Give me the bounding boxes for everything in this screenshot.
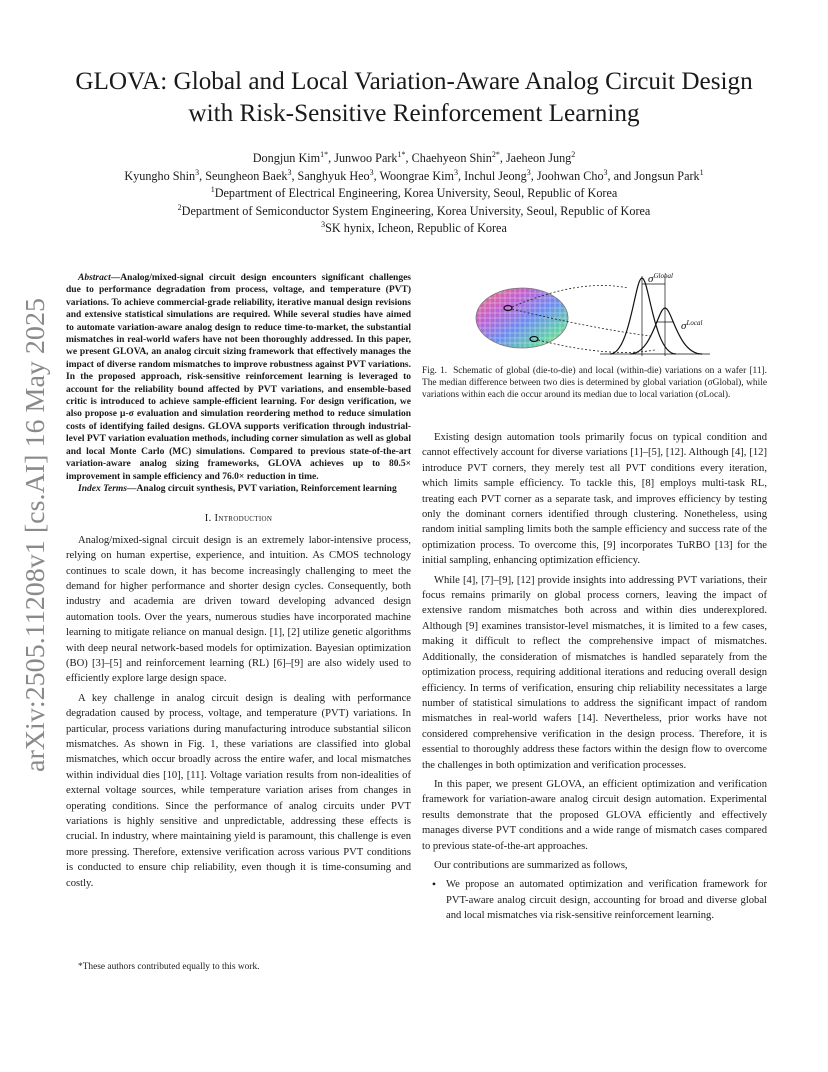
intro-paragraph: Analog/mixed-signal circuit design is an extremely labor-intensive process, relying on human expertise, experience, and intuition. As CMOS technology continues to scale down, it has become increasingly challenging to meet the demand for higher performance and shorter design cycles. Consequently, both industry and academia are driven toward developing advanced design automation tools. Over the years, numerous studies have incorporated machine learning to mitigate reliance on manual design. [1], [2] utilize genetic algorithms with deep neural network-based models for optimization. Bayesian optimization (BO) [3]–[5] and reinforcement learning (RL) [6]–[9] are also widely used to efficiently explore large design space. bbox=[66, 534, 411, 685]
author: Woongrae Kim bbox=[379, 168, 455, 183]
body-paragraph: In this paper, we present GLOVA, an efficient optimization and verification framework for variation-aware analog circuit design automation. Experimental results demonstrate that the proposed GLOVA efficiently and effectively manages diverse PVT conditions and a wide range of mismatch cases compared to previous state-of-the-art approaches. bbox=[422, 778, 767, 852]
author: Dongjun Kim bbox=[252, 151, 321, 165]
author: Jaeheon Jung bbox=[505, 151, 572, 165]
figure-1 bbox=[470, 268, 770, 364]
affiliation: $^2$Department of Semiconductor System Engineering, Korea University, Seoul, Republic of Korea bbox=[177, 202, 651, 218]
body-paragraph: While [4], [7]–[9], [12] provide insights into addressing PVT variations, their focus remains primarily on global process corners, leaving the impact of extensive random mismatches both across and within dies underexplored. Although [9] examines transistor-level mismatches, it is limited to a few cases, making it difficult to reflect the comprehensive impact of mismatches. Additionally, the consideration of mismatches is handled separately from the optimization process, requiring additional iterations and reducing overall design efficiency. In terms of verification, ensuring chip reliability necessitates a large number of statistical simulations to address the significant impact of random mismatches in real-world wafers [14]. Nevertheless, prior works have not considered comprehensive verification in the design process. Therefore, it is essential to thoroughly address these factors within the design flow to overcome the challenges in both optimization and verification processes. bbox=[422, 574, 767, 771]
paper-title: GLOVA: Global and Local Variation-Aware Analog Circuit Design with Risk-Sensitive Reinforcement Learning bbox=[75, 68, 753, 127]
author: Kyungho Shin bbox=[124, 168, 196, 183]
section-heading: I. Introduction bbox=[204, 513, 273, 525]
figure-label: Fig. 1. bbox=[422, 366, 448, 376]
contribution-text: We propose an automated optimization and verification framework for PVT-aware analog circuit design, accounting for broad and diverse global and local mismatches via risk-sensitive reinforcement learning. bbox=[446, 879, 767, 922]
footnote: *These authors contributed equally to this work. bbox=[78, 962, 260, 972]
author-line-2: Kyungho Shin$^3$, Seungheon Baek$^3$, Sanghyuk Heo$^3$, Woongrae Kim$^3$, Inchul Jeong$^3$, Joohwan Cho$^3$, and Jongsun Park$^1$ bbox=[124, 167, 704, 183]
index-terms-text: —Analog circuit synthesis, PVT variation, Reinforcement learning bbox=[127, 483, 397, 494]
wafer-icon bbox=[476, 288, 568, 348]
arxiv-stamp bbox=[8, 296, 54, 772]
author-block bbox=[60, 150, 768, 238]
index-terms bbox=[66, 483, 411, 495]
variation-schematic bbox=[470, 268, 770, 364]
right-column bbox=[422, 430, 767, 924]
abstract-text: —Analog/mixed-signal circuit design encounters significant challenges due to performance degradation from process, voltage, and temperature (PVT) variations. To achieve commercial-grade reliability, iterative manual design revisions and extensive statistical simulations are required. While several studies have aimed to automate variation-aware analog design to reduce time-to-market, the substantial mismatches in real-world wafers have not been thoroughly addressed. In this paper, we present GLOVA, an analog circuit sizing framework that effectively manages the impact of diverse random mismatches to improve robustness against PVT variations. In the proposed approach, risk-sensitive reinforcement learning is leveraged to account for the reliability bound affected by PVT variations, and ensemble-based critic is introduced to achieve sample-efficient learning. For design verification, we also propose μ-σ evaluation and simulation reordering method to reduce simulation costs of identifying failed designs. GLOVA supports verification through industrial-level PVT variation evaluation methods, including corner simulation as well as global and local Monte Carlo (MC) simulations. Compared to previous state-of-the-art variation-aware analog sizing frameworks, GLOVA achieves up to 80.5× improvement in sample efficiency and 76.0× reduction in time. bbox=[66, 273, 411, 482]
body-paragraph: Existing design automation tools primarily focus on typical condition and cannot effectively account for diverse variations [1]–[5], [12]. Although [4], [12] introduce PVT corners, they merely test all PVT conditions every iteration, which limits sample efficiency. To tackle this, [8] employs multi-task RL, treating each PVT corner as a separate task, and improves efficiency by testing only the dominant corners identified through clustering. Nonetheless, using random initial sampling limits both the sample efficiency and success rate of the optimization process. To overcome this, [9] incorporates TuRBO [13] for the initial sampling, enhancing optimization efficiency. bbox=[422, 432, 767, 567]
affiliation: $^1$Department of Electrical Engineering, Korea University, Seoul, Republic of Korea bbox=[210, 184, 618, 200]
abstract bbox=[66, 272, 411, 483]
author: Sanghyuk Heo bbox=[297, 168, 370, 183]
author: Inchul Jeong bbox=[464, 168, 527, 183]
abstract-label: Abstract bbox=[78, 273, 111, 283]
intro-paragraph: A key challenge in analog circuit design is dealing with performance degradation caused by process, voltage, and temperature (PVT) variations. In particular, process variations during manufacturing introduce substantial silicon mismatches. As shown in Fig. 1, these variations are classified into global mismatches, which occur broadly across the entire wafer, and local mismatches within individual dies [10], [11]. Voltage variation results from non-idealities of external voltage sources, while temperature variation arises from changes in operating conditions. Since the performance of analog circuits under PVT variations is highly sensitive and unpredictable, addressing these effects is crucial. In industry, where maintaining yield is paramount, this challenge is even more pressing. Therefore, extensive verification across various PVT conditions is conducted to ensure chip reliability, even though it is time-consuming and costly. bbox=[66, 692, 411, 889]
author: Chaehyeon Shin bbox=[411, 151, 492, 165]
body-paragraph: Our contributions are summarized as follows, bbox=[434, 859, 628, 871]
left-column bbox=[66, 272, 411, 891]
arxiv-id: arXiv:2505.11208v1 [cs.AI] 16 May 2025 bbox=[19, 307, 50, 772]
contribution-item bbox=[422, 877, 767, 923]
bullet-icon: • bbox=[431, 877, 437, 892]
sigma-local-label: $\sigma^{Local}$ bbox=[681, 319, 703, 332]
index-terms-label: Index Terms bbox=[78, 483, 128, 494]
author: Joohwan Cho bbox=[536, 168, 604, 183]
author-line-1: Dongjun Kim$^{1*}$, Junwoo Park$^{1*}$, Chaehyeon Shin$^{2*}$, Jaeheon Jung$^2$ bbox=[252, 149, 576, 165]
author: Seungheon Baek bbox=[205, 168, 288, 183]
sigma-global-label: $\sigma^{Global}$ bbox=[648, 272, 673, 285]
affiliation: $^3$SK hynix, Icheon, Republic of Korea bbox=[321, 219, 507, 235]
author: Junwoo Park bbox=[334, 151, 398, 165]
caption-text: Schematic of global (die-to-die) and local (within-die) variations on a wafer [11]. The median difference between two dies is determined by global variation (σGlobal), while variations within each die occur around its median due to local variation (σLocal). bbox=[422, 366, 767, 400]
figure-caption bbox=[422, 366, 767, 401]
author: Jongsun Park bbox=[634, 168, 700, 183]
distribution-curves bbox=[600, 276, 710, 356]
